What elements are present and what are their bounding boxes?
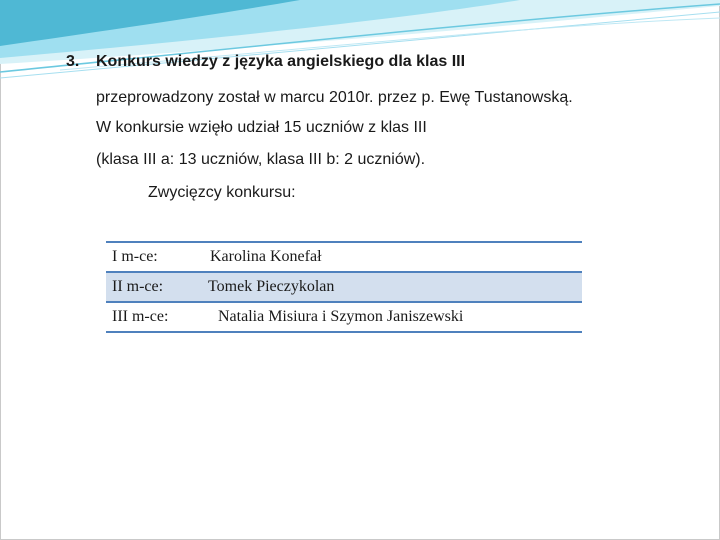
item-title: Konkurs wiedzy z języka angielskiego dla klas III (96, 53, 466, 70)
body-line-class-breakdown: (klasa III a: 13 uczniów, klasa III b: 2 uczniów). (96, 151, 426, 168)
table-row (106, 242, 582, 272)
winner-name-cell: Natalia Misiura i Szymon Janiszewski (218, 308, 464, 325)
decorative-swoosh-banner (0, 0, 720, 90)
place-cell: I m-ce: (112, 248, 158, 265)
table-row (106, 272, 582, 302)
item-heading (66, 53, 465, 71)
winner-name-cell: Tomek Pieczykolan (208, 278, 335, 295)
item-number: 3. (66, 53, 80, 70)
winners-table (106, 241, 582, 333)
table-row (106, 302, 582, 332)
winner-name-cell: Karolina Konefał (210, 248, 322, 265)
body-line-organizer: przeprowadzony został w marcu 2010r. przez p. Ewę Tustanowską. (96, 89, 573, 106)
place-cell: III m-ce: (112, 308, 169, 325)
place-cell: II m-ce: (112, 278, 164, 295)
winners-caption: Zwycięzcy konkursu: (148, 184, 296, 201)
body-line-participants: W konkursie wzięło udział 15 uczniów z klas III (96, 119, 427, 136)
